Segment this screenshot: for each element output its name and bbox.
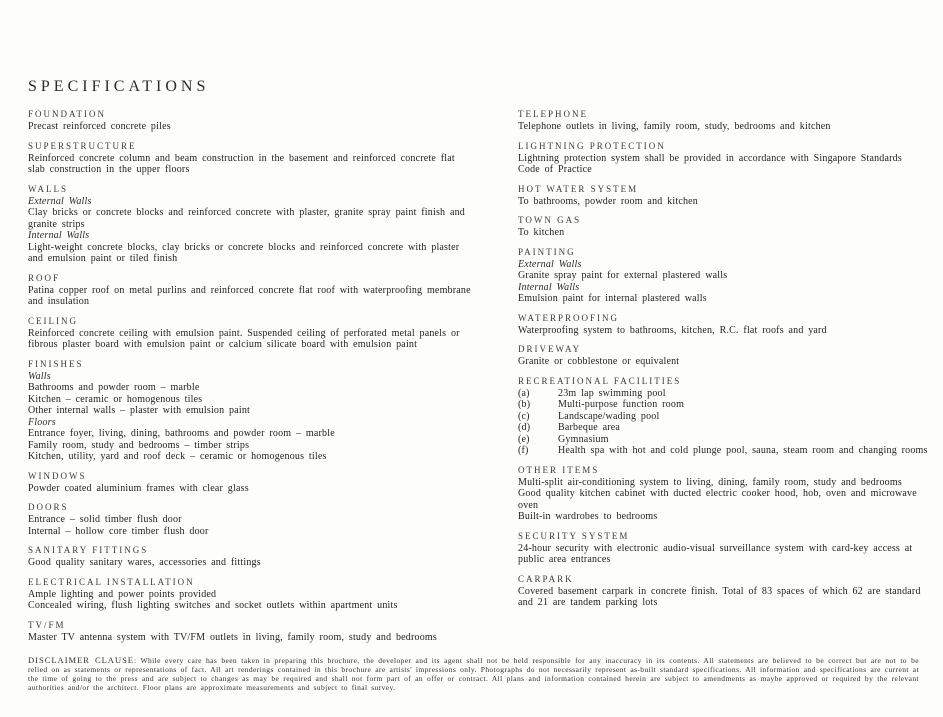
spec-section bbox=[518, 183, 928, 208]
spec-paragraph: 24-hour security with electronic audio-visual surveillance system with card-key access at public area entrances bbox=[518, 542, 913, 565]
section-heading: ELECTRICAL INSTALLATION bbox=[28, 576, 195, 587]
spec-subheading: Internal Walls bbox=[28, 230, 90, 241]
spec-section bbox=[28, 358, 476, 463]
section-heading: WINDOWS bbox=[28, 470, 87, 481]
spec-paragraph: Built-in wardrobes to bedrooms bbox=[518, 511, 658, 522]
facility-text: Gymnasium bbox=[558, 433, 609, 445]
spec-paragraph: Other internal walls – plaster with emulsion paint bbox=[28, 405, 251, 416]
disclaimer-label: DISCLAIMER CLAUSE bbox=[28, 655, 134, 665]
spec-paragraph: Powder coated aluminium frames with clear glass bbox=[28, 482, 249, 494]
spec-section bbox=[28, 315, 476, 351]
spec-section bbox=[28, 183, 476, 265]
section-heading: TOWN GAS bbox=[518, 215, 582, 225]
left-column bbox=[28, 108, 476, 650]
section-heading: WATERPROOFING bbox=[518, 312, 620, 323]
spec-subheading: External Walls bbox=[518, 258, 582, 270]
section-heading: CARPARK bbox=[518, 573, 574, 584]
facility-label: (c) bbox=[518, 410, 530, 422]
facility-list-item bbox=[518, 434, 928, 446]
spec-section bbox=[518, 464, 928, 523]
section-heading: TELEPHONE bbox=[518, 109, 588, 119]
spec-paragraph: Good quality kitchen cabinet with ducted electric cooker hood, hob, oven and microwave oven bbox=[518, 488, 917, 511]
section-heading: TV/FM bbox=[28, 619, 66, 630]
page-title: SPECIFICATIONS bbox=[28, 78, 210, 95]
two-column-layout bbox=[28, 108, 928, 650]
section-heading: CEILING bbox=[28, 315, 78, 326]
spec-section bbox=[28, 544, 476, 569]
spec-paragraph: Lightning protection system shall be provided in accordance with Singapore Standards Code of Practice bbox=[518, 152, 902, 175]
section-heading: LIGHTNING PROTECTION bbox=[518, 140, 666, 151]
spec-paragraph: Entrance – solid timber flush door bbox=[28, 514, 182, 525]
spec-section bbox=[28, 272, 476, 308]
section-heading: FOUNDATION bbox=[28, 109, 106, 119]
spec-section bbox=[518, 375, 928, 457]
spec-paragraph: Telephone outlets in living, family room, study, bedrooms and kitchen bbox=[518, 121, 831, 132]
spec-section bbox=[28, 140, 476, 176]
facility-label: (a) bbox=[518, 387, 530, 399]
facility-text: 23m lap swimming pool bbox=[558, 387, 666, 399]
spec-subheading: Internal Walls bbox=[518, 281, 580, 293]
spec-paragraph: Granite or cobblestone or equivalent bbox=[518, 356, 680, 367]
facility-text: Landscape/wading pool bbox=[558, 410, 660, 422]
spec-paragraph: Granite spray paint for external plastered walls bbox=[518, 270, 728, 281]
spec-paragraph: Patina copper roof on metal purlins and reinforced concrete flat roof with waterproofing membrane and insulation bbox=[28, 284, 471, 307]
spec-section bbox=[28, 576, 476, 612]
facility-text: Barbeque area bbox=[558, 422, 621, 433]
spec-section bbox=[28, 108, 476, 133]
spec-section bbox=[518, 108, 928, 133]
facility-label: (e) bbox=[518, 433, 530, 445]
section-heading: SECURITY SYSTEM bbox=[518, 530, 630, 541]
facility-list-item bbox=[518, 445, 928, 457]
facility-list-item bbox=[518, 422, 928, 434]
section-heading: RECREATIONAL FACILITIES bbox=[518, 375, 682, 386]
spec-subheading: External Walls bbox=[28, 195, 92, 207]
facility-list-item bbox=[518, 411, 928, 423]
section-heading: HOT WATER SYSTEM bbox=[518, 183, 639, 194]
facility-label: (b) bbox=[518, 399, 531, 410]
disclaimer-text: : While every care has been taken in preparing this brochure, the developer and its agent shall not be held responsible for any inaccuracy in its contents. All statements are believed to be correct but are not to be relied on as statements or representations of fact. All art renderings contained in this brochure are artists' impressions only. Photographs do not necessarily represent as-built standard specifications. All information and specifications are current at the time of going to the press and are subject to changes as may be required and shall not form part of an offer or contract. All plans and information contained herein are subject to amendments as maybe approved or required by the relevant authorities and/or the architect. Floor plans are approximate measurements and subject to final survey. bbox=[28, 656, 919, 692]
right-column bbox=[500, 108, 928, 650]
spec-paragraph: Light-weight concrete blocks, clay bricks or concrete blocks and reinforced concrete with plaster and emulsion paint or tiled finish bbox=[28, 241, 460, 264]
spec-section bbox=[518, 140, 928, 176]
spec-paragraph: Concealed wiring, flush lighting switches and socket outlets within apartment units bbox=[28, 600, 398, 611]
spec-section bbox=[518, 246, 928, 305]
spec-paragraph: Precast reinforced concrete piles bbox=[28, 121, 171, 132]
section-heading: SUPERSTRUCTURE bbox=[28, 140, 137, 151]
spec-paragraph: Bathrooms and powder room – marble bbox=[28, 382, 200, 393]
spec-subheading: Walls bbox=[28, 370, 51, 382]
spec-section bbox=[518, 312, 928, 337]
section-heading: PAINTING bbox=[518, 246, 576, 257]
spec-paragraph: To bathrooms, powder room and kitchen bbox=[518, 195, 698, 207]
spec-paragraph: Internal – hollow core timber flush door bbox=[28, 525, 209, 537]
spec-section bbox=[28, 619, 476, 644]
disclaimer bbox=[28, 656, 919, 692]
spec-paragraph: Kitchen, utility, yard and roof deck – ceramic or homogenous tiles bbox=[28, 451, 327, 462]
spec-paragraph: Emulsion paint for internal plastered walls bbox=[518, 293, 707, 304]
spec-paragraph: Reinforced concrete column and beam construction in the basement and reinforced concrete flat slab construction in the upper floors bbox=[28, 152, 455, 175]
spec-section bbox=[518, 573, 928, 609]
spec-section bbox=[518, 530, 928, 566]
spec-paragraph: Waterproofing system to bathrooms, kitchen, R.C. flat roofs and yard bbox=[518, 324, 827, 336]
spec-paragraph: Master TV antenna system with TV/FM outlets in living, family room, study and bedrooms bbox=[28, 631, 438, 643]
spec-paragraph: Good quality sanitary wares, accessories and fittings bbox=[28, 557, 261, 568]
spec-subheading: Floors bbox=[28, 416, 56, 428]
section-heading: FINISHES bbox=[28, 358, 84, 369]
facility-text: Multi-purpose function room bbox=[558, 399, 685, 410]
spec-section bbox=[518, 214, 928, 239]
facility-label: (f) bbox=[518, 445, 529, 456]
facility-list-item bbox=[518, 399, 928, 411]
spec-section bbox=[518, 343, 928, 368]
spec-paragraph: Clay bricks or concrete blocks and reinforced concrete with plaster, granite spray paint finish and granite strips bbox=[28, 207, 465, 230]
section-heading: OTHER ITEMS bbox=[518, 464, 600, 475]
spec-paragraph: Entrance foyer, living, dining, bathrooms and powder room – marble bbox=[28, 428, 335, 439]
facility-label: (d) bbox=[518, 422, 531, 433]
spec-paragraph: Ample lighting and power points provided bbox=[28, 588, 217, 600]
spec-paragraph: Covered basement carpark in concrete finish. Total of 83 spaces of which 62 are standard and 21 are tandem parking lots bbox=[518, 585, 921, 608]
spec-paragraph: To kitchen bbox=[518, 227, 565, 238]
section-heading: SANITARY FITTINGS bbox=[28, 545, 149, 555]
section-heading: WALLS bbox=[28, 183, 68, 194]
spec-section bbox=[28, 470, 476, 495]
section-heading: ROOF bbox=[28, 272, 61, 283]
spec-paragraph: Kitchen – ceramic or homogenous tiles bbox=[28, 393, 203, 405]
section-heading: DOORS bbox=[28, 502, 69, 512]
spec-paragraph: Reinforced concrete ceiling with emulsion paint. Suspended ceiling of perforated metal panels or fibrous plaster board with emulsion paint or calcium silicate board with emulsion paint bbox=[28, 327, 460, 350]
section-heading: DRIVEWAY bbox=[518, 344, 582, 354]
spec-section bbox=[28, 501, 476, 537]
facility-text: Health spa with hot and cold plunge pool, sauna, steam room and changing rooms bbox=[558, 445, 928, 456]
facility-list-item bbox=[518, 388, 928, 400]
spec-paragraph: Multi-split air-conditioning system to living, dining, family room, study and bedrooms bbox=[518, 476, 902, 488]
spec-paragraph: Family room, study and bedrooms – timber strips bbox=[28, 439, 250, 451]
